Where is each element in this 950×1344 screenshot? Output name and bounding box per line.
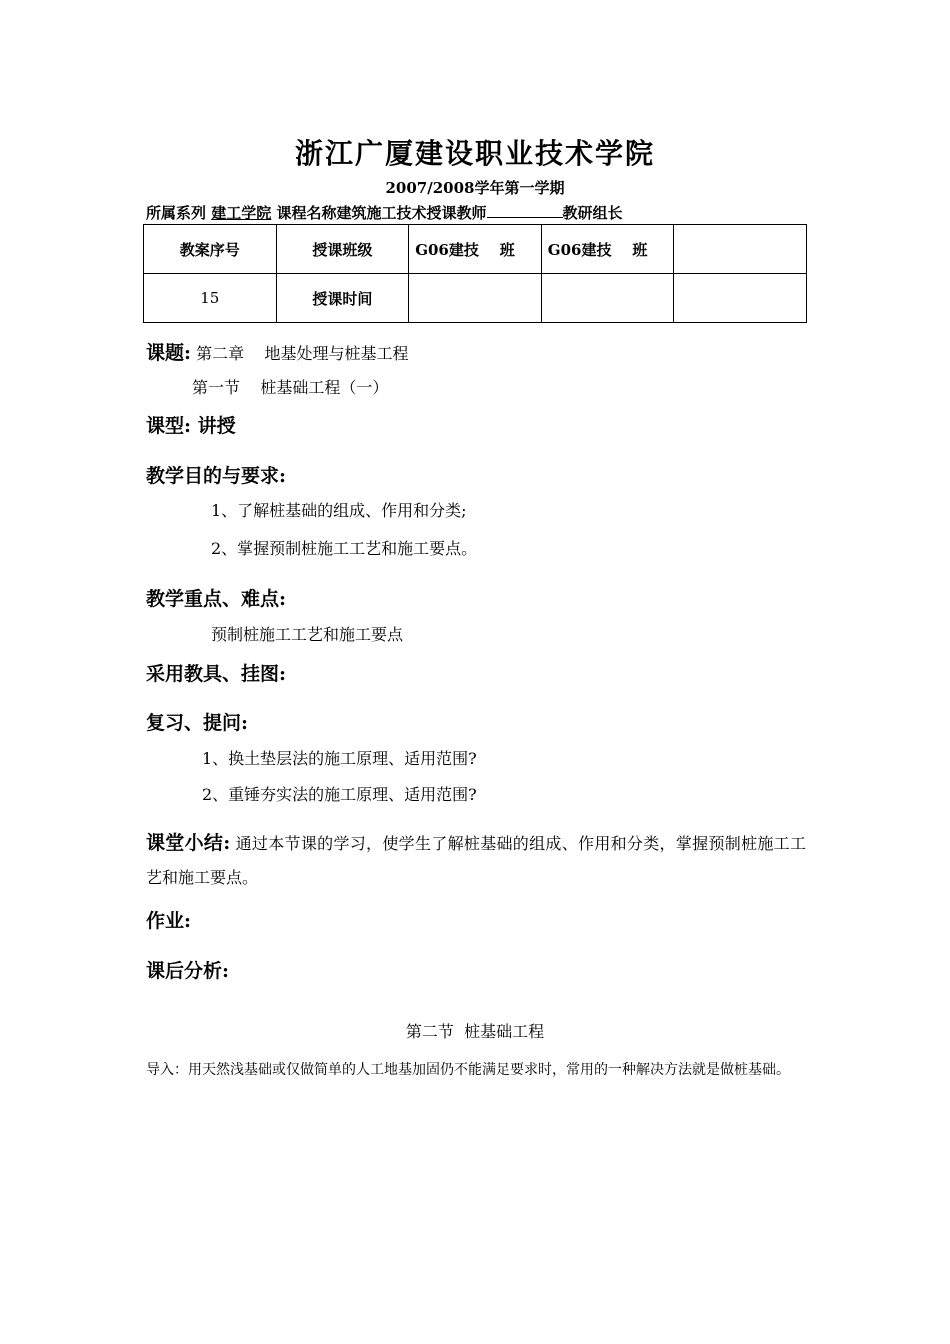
topic-chapter: 第二章 地基处理与桩基工程 <box>196 344 409 363</box>
dept-label: 所属系列 <box>146 204 207 222</box>
analysis-heading: 课后分析: <box>146 960 230 982</box>
course-meta-line <box>146 202 623 223</box>
table-row <box>144 274 807 323</box>
goal-item: 2、掌握预制桩施工工艺和施工要点。 <box>211 539 478 558</box>
table-cell: 授课班级 <box>276 225 409 274</box>
table-cell <box>674 274 807 323</box>
course-value: 建筑施工技术 <box>336 204 427 222</box>
page-title: 浙江广厦建设职业技术学院 <box>294 137 655 170</box>
lesson-type <box>146 411 236 438</box>
review-heading: 复习、提问: <box>146 712 249 734</box>
review-item: 1、换土垫层法的施工原理、适用范围? <box>202 749 477 768</box>
table-cell: 15 <box>144 274 277 323</box>
topic-line <box>146 338 408 365</box>
topic-label: 课题: <box>146 342 192 364</box>
summary-paragraph <box>146 826 806 895</box>
table-cell: 教案序号 <box>144 225 277 274</box>
tools-heading: 采用教具、挂图: <box>146 663 287 685</box>
table-cell: 授课时间 <box>276 274 409 323</box>
dept-value: 建工学院 <box>211 204 272 222</box>
section2-title: 第二节 桩基础工程 <box>405 1022 545 1041</box>
table-cell <box>409 274 542 323</box>
table-cell: G06建技 班 <box>541 225 674 274</box>
key-points-heading: 教学重点、难点: <box>146 588 287 610</box>
topic-section: 第一节 桩基础工程（一） <box>192 378 389 397</box>
goals-heading: 教学目的与要求: <box>146 465 287 487</box>
homework-heading: 作业: <box>146 910 192 932</box>
term-line: 2007/2008学年第一学期 <box>385 179 565 197</box>
goal-item: 1、了解桩基础的组成、作用和分类; <box>211 501 467 520</box>
review-item: 2、重锤夯实法的施工原理、适用范围? <box>202 785 477 804</box>
table-cell <box>674 225 807 274</box>
type-label: 课型: <box>146 415 192 437</box>
leader-label: 教研组长 <box>562 204 623 222</box>
table-row <box>144 225 807 274</box>
table-cell <box>541 274 674 323</box>
section2-intro: 导入：用天然浅基础或仅做简单的人工地基加固仍不能满足要求时，常用的一种解决方法就是做桩基础。 <box>146 1062 790 1078</box>
lesson-info-table <box>143 224 807 323</box>
course-label: 课程名称 <box>276 204 337 222</box>
teacher-label: 授课教师 <box>426 204 487 222</box>
key-points-text: 预制桩施工工艺和施工要点 <box>211 625 404 644</box>
summary-label: 课堂小结: <box>146 832 231 854</box>
summary-text: 通过本节课的学习，使学生了解桩基础的组成、作用和分类，掌握预制桩施工工艺和施工要点。 <box>146 834 806 887</box>
table-cell: G06建技 班 <box>409 225 542 274</box>
teacher-blank <box>487 203 563 218</box>
type-value: 讲授 <box>197 415 236 437</box>
